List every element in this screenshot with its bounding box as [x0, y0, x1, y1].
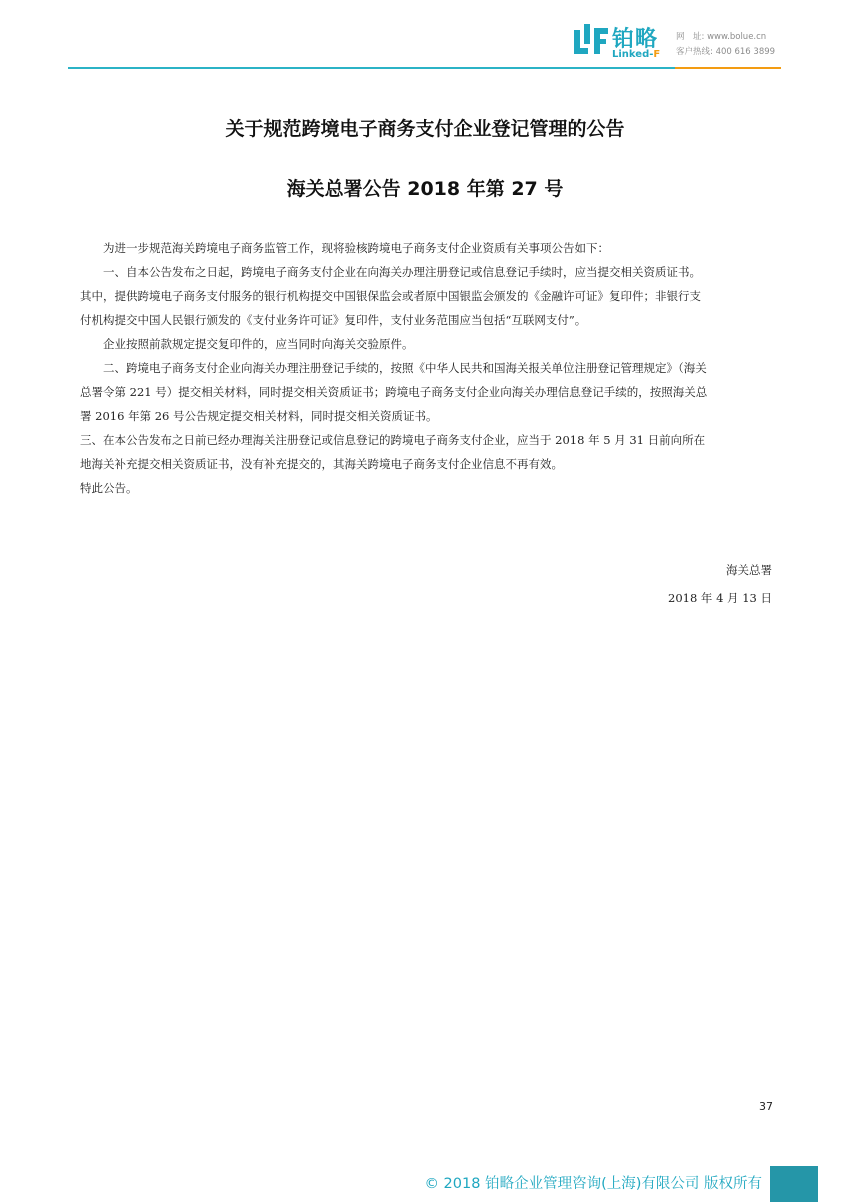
body-line: 其中，提供跨境电子商务支付服务的银行机构提交中国银保监会或者原中国银监会颁发的《金融许可证》复印件；非银行支 — [80, 289, 701, 303]
body-line: 二、跨境电子商务支付企业向海关办理注册登记手续的，按照《中华人民共和国海关报关单位注册登记管理规定》（海关 — [103, 361, 707, 375]
body-line: 企业按照前款规定提交复印件的，应当同时向海关交验原件。 — [103, 337, 414, 351]
logo-chinese-text: 铂略 — [612, 27, 659, 52]
document-subtitle: 海关总署公告 2018 年第 27 号 — [286, 178, 564, 200]
body-line: 特此公告。 — [80, 481, 138, 495]
page-header — [0, 0, 850, 75]
signature: 海关总署 — [726, 563, 772, 577]
body-line: 署 2016 年第 26 号公告规定提交相关材料，同时提交相关资质证书。 — [80, 409, 438, 423]
body-line: 为进一步规范海关跨境电子商务监管工作，现将验核跨境电子商务支付企业资质有关事项公告如下： — [103, 241, 609, 255]
footer-copyright: © 2018 铂略企业管理咨询(上海)有限公司 版权所有 — [424, 1176, 762, 1192]
logo-mark-icon — [574, 24, 608, 58]
website-line: 网 址: www.bolue.cn — [676, 32, 767, 42]
hotline-line: 客户热线: 400 616 3899 — [676, 47, 776, 57]
logo-english-text: Linked-F — [612, 49, 661, 60]
footer-accent-block — [770, 1166, 818, 1202]
header-rule-orange — [675, 67, 781, 69]
body-line: 地海关补充提交相关资质证书，没有补充提交的，其海关跨境电子商务支付企业信息不再有效。 — [80, 457, 563, 471]
body-line: 付机构提交中国人民银行颁发的《支付业务许可证》复印件，支付业务范围应当包括“互联网支付”。 — [80, 313, 587, 327]
header-rule-teal — [68, 67, 675, 69]
body-line: 总署令第 221 号）提交相关材料，同时提交相关资质证书；跨境电子商务支付企业向海关办理信息登记手续的，按照海关总 — [80, 385, 708, 399]
document-body — [80, 236, 772, 500]
company-logo — [574, 22, 674, 62]
signature-date: 2018 年 4 月 13 日 — [668, 591, 772, 605]
body-line: 三、在本公告发布之日前已经办理海关注册登记或信息登记的跨境电子商务支付企业，应当于 2018 年 5 月 31 日前向所在 — [80, 433, 706, 447]
page-number: 37 — [759, 1100, 773, 1113]
contact-info — [676, 30, 775, 60]
document-title: 关于规范跨境电子商务支付企业登记管理的公告 — [225, 118, 625, 140]
body-line: 一、自本公告发布之日起，跨境电子商务支付企业在向海关办理注册登记或信息登记手续时，应当提交相关资质证书。 — [103, 265, 701, 279]
